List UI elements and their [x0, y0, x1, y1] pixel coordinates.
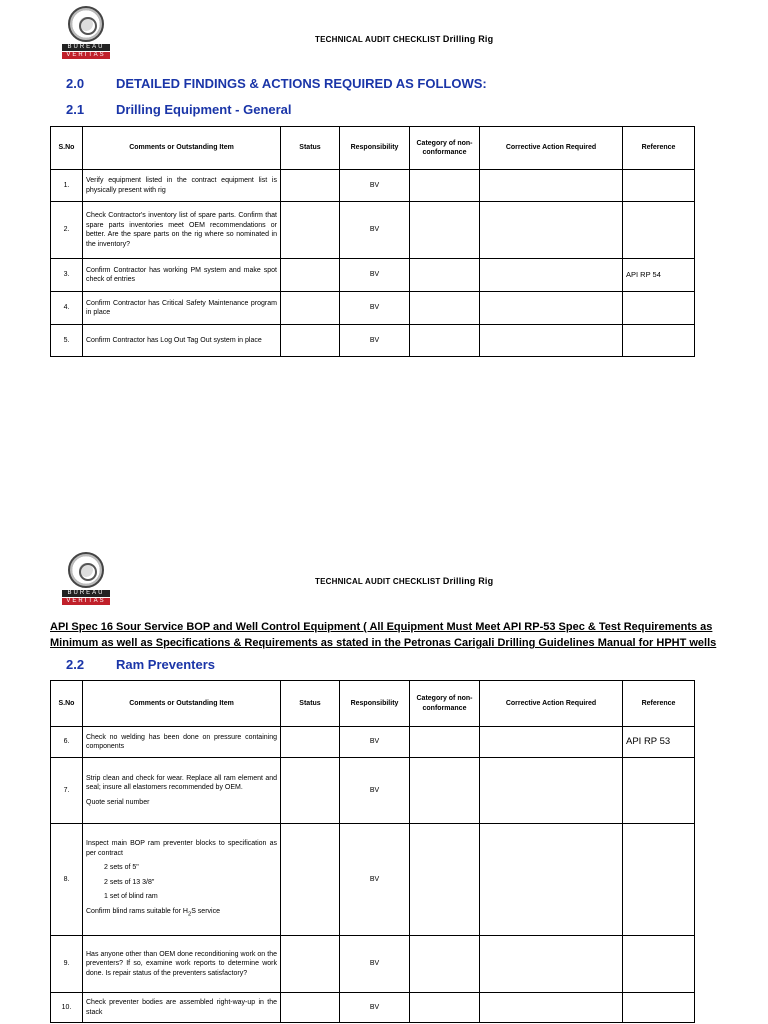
col-responsibility: Responsibility [340, 681, 410, 727]
col-category: Category of non-conformance [410, 127, 480, 170]
col-reference: Reference [623, 681, 695, 727]
doc-title: TECHNICAL AUDIT CHECKLIST Drilling Rig [315, 576, 494, 586]
col-sno: S.No [51, 127, 83, 170]
status-cell [281, 170, 340, 202]
subsection-heading: 2.2 Ram Preventers [66, 657, 215, 672]
corrective-cell [480, 170, 623, 202]
table-header-row [51, 127, 695, 170]
audit-table-general [50, 126, 695, 357]
bureau-veritas-logo [62, 552, 110, 605]
col-category: Category of non-conformance [410, 681, 480, 727]
bop-intro-text: API Spec 16 Sour Service BOP and Well Control Equipment ( All Equipment Must Meet API RP-53 Spec & Test Requirements as Minimum as well as Specifications & Requirements as stated in the Petronas Carigali Drilling Guidelines Manual for HPHT wells [50, 621, 717, 649]
table-row: 1. Verify equipment listed in the contract equipment list is physically present with rig BV [51, 170, 695, 202]
logo-text-bottom: VERITAS [62, 598, 110, 605]
table-row: 2. Check Contractor's inventory list of spare parts. Confirm that spare parts inventories meet OEM recommendations or better. Are the spare parts on the rig where so nominated in the inventory? BV [51, 202, 695, 259]
table-row: 4. Confirm Contractor has Critical Safety Maintenance program in place BV [51, 292, 695, 325]
col-reference: Reference [623, 127, 695, 170]
col-status: Status [281, 127, 340, 170]
doc-title: TECHNICAL AUDIT CHECKLIST Drilling Rig [315, 34, 494, 44]
col-corrective: Corrective Action Required [480, 127, 623, 170]
table-header-row [51, 681, 695, 727]
table-row: 7. Strip clean and check for wear. Replace all ram element and seal; insure all elastomers recommended by OEM. Quote serial number BV [51, 758, 695, 824]
audit-table-ram-preventers [50, 680, 695, 1023]
section-heading: 2.0 DETAILED FINDINGS & ACTIONS REQUIRED AS FOLLOWS: [66, 76, 487, 91]
subsection-heading: 2.1 Drilling Equipment - General [66, 102, 292, 117]
table-row: 9. Has anyone other than OEM done reconditioning work on the preventers? If so, examine work reports to determine work done. Is repair status of the preventers satisfactory? BV [51, 936, 695, 993]
table-row: 8. Inspect main BOP ram preventer blocks to specification as per contract 2 sets of 5" 2 sets of 13 3/8" 1 set of blind ram Confirm blind rams suitable for $H_2S$ service BV [51, 824, 695, 936]
table-row: 10. Check preventer bodies are assembled right-way-up in the stack BV [51, 993, 695, 1023]
logo-text-top: BUREAU [62, 590, 110, 597]
bureau-veritas-logo [62, 6, 110, 59]
col-status: Status [281, 681, 340, 727]
col-comments: Comments or Outstanding Item [83, 681, 281, 727]
col-corrective: Corrective Action Required [480, 681, 623, 727]
col-sno: S.No [51, 681, 83, 727]
category-cell [410, 170, 480, 202]
col-comments: Comments or Outstanding Item [83, 127, 281, 170]
col-responsibility: Responsibility [340, 127, 410, 170]
table-row: 6. Check no welding has been done on pressure containing components BV API RP 53 [51, 727, 695, 758]
table-row: 5. Confirm Contractor has Log Out Tag Out system in place BV [51, 325, 695, 357]
logo-text-bottom: VERITAS [62, 52, 110, 59]
seal-icon [68, 6, 104, 42]
logo-text-top: BUREAU [62, 44, 110, 51]
table-row: 3. Confirm Contractor has working PM system and make spot check of entries BV API RP 54 [51, 259, 695, 292]
seal-icon [68, 552, 104, 588]
